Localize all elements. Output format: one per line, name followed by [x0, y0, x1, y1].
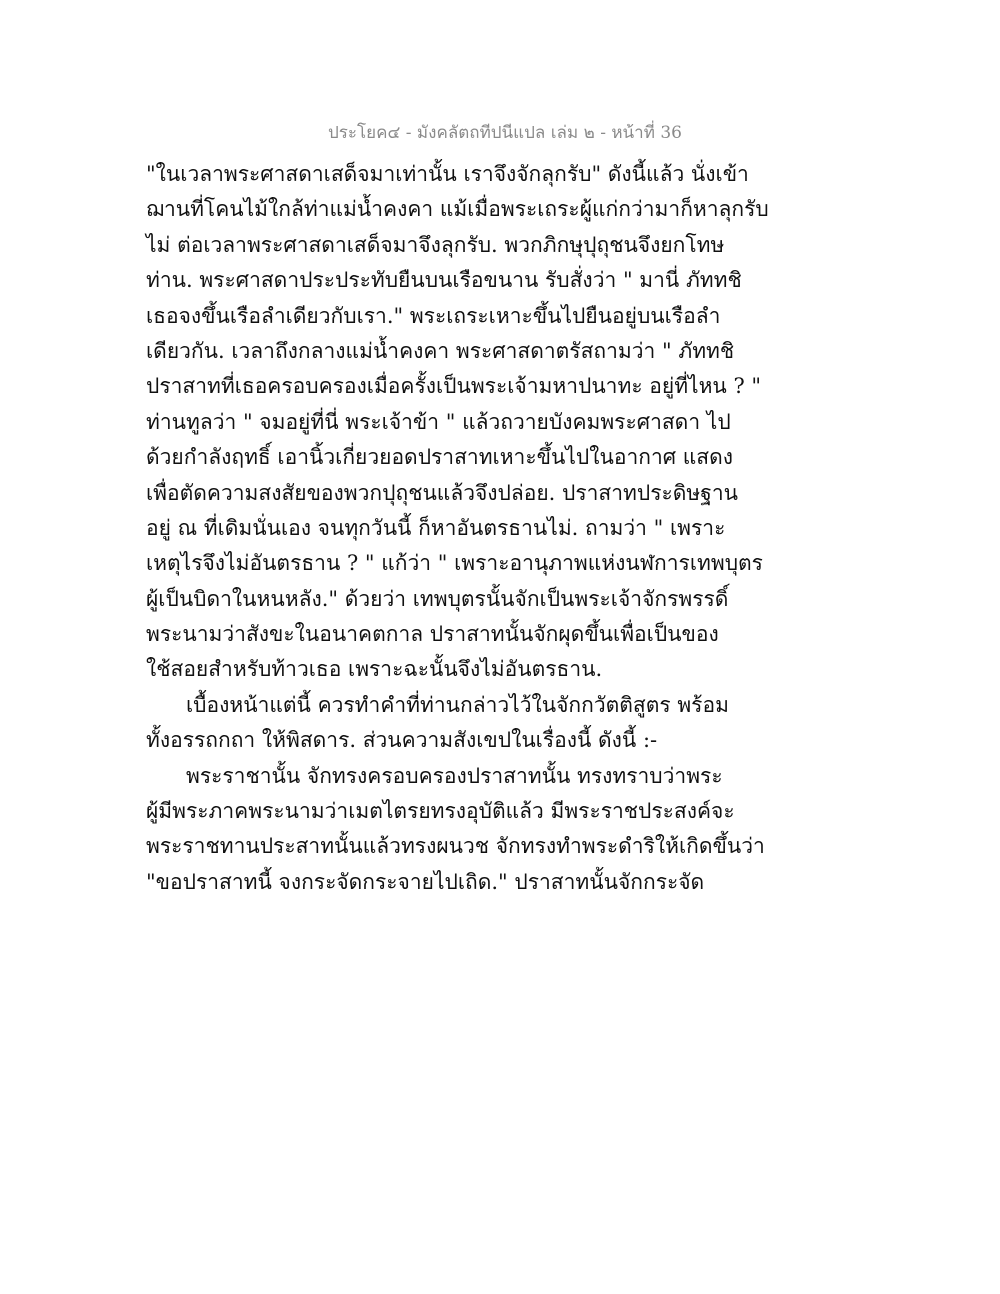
paragraph-start-line: พระราชานั้น จักทรงครอบครองปราสาทนั้น ทรงทราบว่าพระ [186, 763, 723, 788]
text-line: พระนามว่าสังขะในอนาคตกาล ปราสาทนั้นจักผุดขึ้นเพื่อเป็นของ [146, 622, 719, 647]
text-line: ด้วยกำลังฤทธิ์ เอานิ้วเกี่ยวยอดปราสาทเหาะขึ้นไปในอากาศ แสดง [146, 445, 734, 470]
text-line: ท่านทูลว่า " จมอยู่ที่นี่ พระเจ้าข้า " แล้วถวายบังคมพระศาสดา ไป [146, 409, 731, 434]
text-line: พระราชทานประสาทนั้นแล้วทรงผนวช จักทรงทำพระดำริให้เกิดขึ้นว่า [146, 834, 765, 859]
text-line: เธอจงขึ้นเรือลำเดียวกับเรา." พระเถระเหาะขึ้นไปยืนอยู่บนเรือลำ [146, 303, 721, 328]
running-header: ประโยค๔ - มังคลัตถทีปนีแปล เล่ม ๒ - หน้าที่ 36 [328, 123, 682, 143]
text-line: ผู้เป็นบิดาในหนหลัง." ด้วยว่า เทพบุตรนั้นจักเป็นพระเจ้าจักรพรรดิ์ [146, 586, 729, 611]
text-line: "ในเวลาพระศาสดาเสด็จมาเท่านั้น เราจึงจักลุกรับ" ดังนี้แล้ว นั่งเข้า [146, 162, 749, 186]
text-line: เดียวกัน. เวลาถึงกลางแม่น้ำคงคา พระศาสดาตรัสถามว่า " ภัททชิ [146, 338, 735, 363]
text-line: ฌานที่โคนไม้ใกล้ท่าแม่น้ำคงคา แม้เมื่อพระเถระผู้แก่กว่ามาก็หาลุกรับ [146, 197, 769, 222]
text-line: ใช้สอยสำหรับท้าวเธอ เพราะฉะนั้นจึงไม่อันตรธาน. [146, 657, 603, 682]
text-line: ไม่ ต่อเวลาพระศาสดาเสด็จมาจึงลุกรับ. พวกภิกษุปุถุชนจึงยกโทษ [146, 232, 725, 257]
text-line: "ขอปราสาทนี้ จงกระจัดกระจายไปเถิด." ปราสาทนั้นจักกระจัด [146, 869, 705, 894]
text-line: ท่าน. พระศาสดาประประทับยืนบนเรือขนาน รับสั่งว่า " มานี่ ภัททชิ [146, 268, 742, 293]
text-line: เพื่อตัดความสงสัยของพวกปุถุชนแล้วจึงปล่อย. ปราสาทประดิษฐาน [146, 480, 738, 505]
text-line: ทั้งอรรถกถา ให้พิสดาร. ส่วนความสังเขปในเรื่องนี้ ดังนี้ :- [146, 728, 658, 753]
text-line: ปราสาทที่เธอครอบครองเมื่อครั้งเป็นพระเจ้ามหาปนาทะ อยู่ที่ไหน ? " [146, 374, 762, 399]
text-line: ผู้มีพระภาคพระนามว่าเมตไตรยทรงอุบัติแล้ว มีพระราชประสงค์จะ [146, 799, 735, 824]
text-line: อยู่ ณ ที่เดิมนั่นเอง จนทุกวันนี้ ก็หาอันตรธานไม่. ถามว่า " เพราะ [146, 515, 726, 540]
body-text [146, 157, 769, 900]
text-line: เหตุไรจึงไม่อันตรธาน ? " แก้ว่า " เพราะอานุภาพแห่งนฬการเทพบุตร [146, 551, 763, 576]
paragraph-start-line: เบื้องหน้าแต่นี้ ควรทำคำที่ท่านกล่าวไว้ในจักกวัตติสูตร พร้อม [186, 692, 729, 717]
